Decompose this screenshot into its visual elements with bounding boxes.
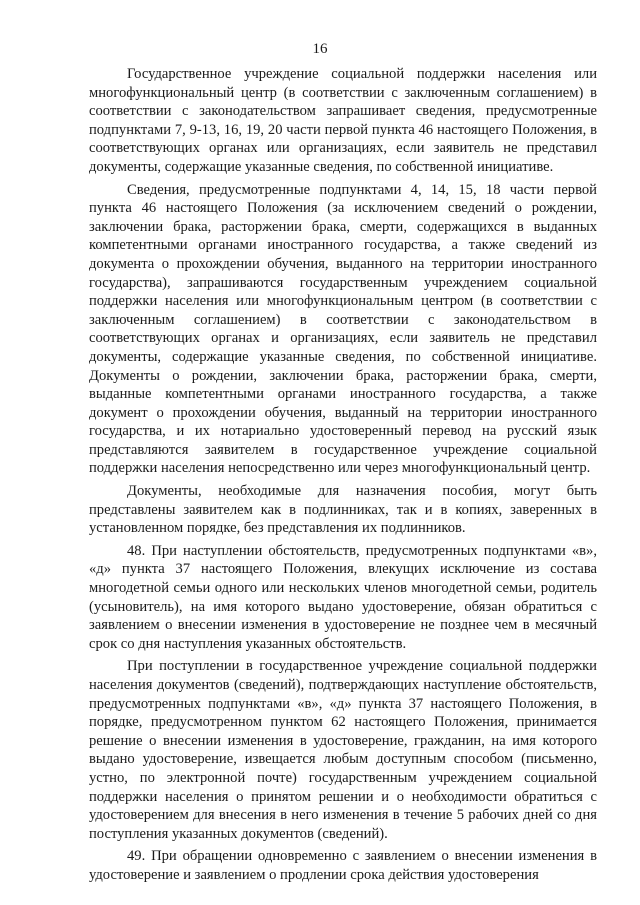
paragraph-point-49: 49. При обращении одновременно с заявлением о внесении изменения в удостоверение и заявлением о продлении срока действия удостоверения xyxy=(89,848,597,883)
document-body xyxy=(89,65,597,888)
paragraph-1: Государственное учреждение социальной поддержки населения или многофункциональный центр (в соответствии с заключенным соглашением) в соответствии с законодательством запрашивает сведения, предусмотренные подпунктами 7, 9-13, 16, 19, 20 части первой пункта 46 настоящего Положения, в соответствующих органах или организациях, если заявитель не представил документы, содержащие указанные сведения, по собственной инициативе. xyxy=(89,66,597,175)
paragraph-3: Документы, необходимые для назначения пособия, могут быть представлены заявителем как в подлинниках, так и в копиях, заверенных в установленном порядке, без представления их подлинников. xyxy=(89,483,597,537)
page-number: 16 xyxy=(312,41,328,57)
paragraph-point-48: 48. При наступлении обстоятельств, предусмотренных подпунктами «в», «д» пункта 37 настоящего Положения, влекущих исключение из состава многодетной семьи одного или нескольких членов многодетной семьи, родитель (усыновитель), на имя которого выдано удостоверение, обязан обратиться с заявлением о внесении изменения в удостоверение не позднее чем в месячный срок со дня наступления указанных обстоятельств. xyxy=(89,542,597,652)
paragraph-5: При поступлении в государственное учреждение социальной поддержки населения документов (сведений), подтверждающих наступление обстоятельств, предусмотренных подпунктами «в», «д» пункта 37 настоящего Положения, в порядке, предусмотренном пунктом 62 настоящего Положения, принимается решение о внесении изменения в удостоверение, гражданин, на имя которого выдано удостоверение, извещается любым доступным способом (письменно, устно, по электронной почте) государственным учреждением социальной поддержки населения о принятом решении и о необходимости обратиться с удостоверением для внесения в него изменения в течение 5 рабочих дней со дня поступления указанных документов (сведений). xyxy=(89,658,597,842)
paragraph-2: Сведения, предусмотренные подпунктами 4, 14, 15, 18 части первой пункта 46 настоящего Положения (за исключением сведений о рождении, заключении брака, расторжении брака, смерти, содержащихся в выданных компетентными органами иностранного государства, а также сведений из документа о прохождении обучения, выданного на территории иностранного государства), запрашиваются государственным учреждением социальной поддержки населения или многофункциональным центром (в соответствии с заключенным соглашением) в соответствии с законодательством в соответствующих органах и организациях, если заявитель не представил документы, содержащие указанные сведения, по собственной инициативе. Документы о рождении, заключении брака, расторжении брака, смерти, выданные компетентными органами иностранного государства, а также документ о прохождении обучения, выданный на территории иностранного государства, и их нотариально удостоверенный перевод на русский язык представляются заявителем в государственное учреждение социальной поддержки населения непосредственно или через многофункциональный центр. xyxy=(89,181,597,477)
